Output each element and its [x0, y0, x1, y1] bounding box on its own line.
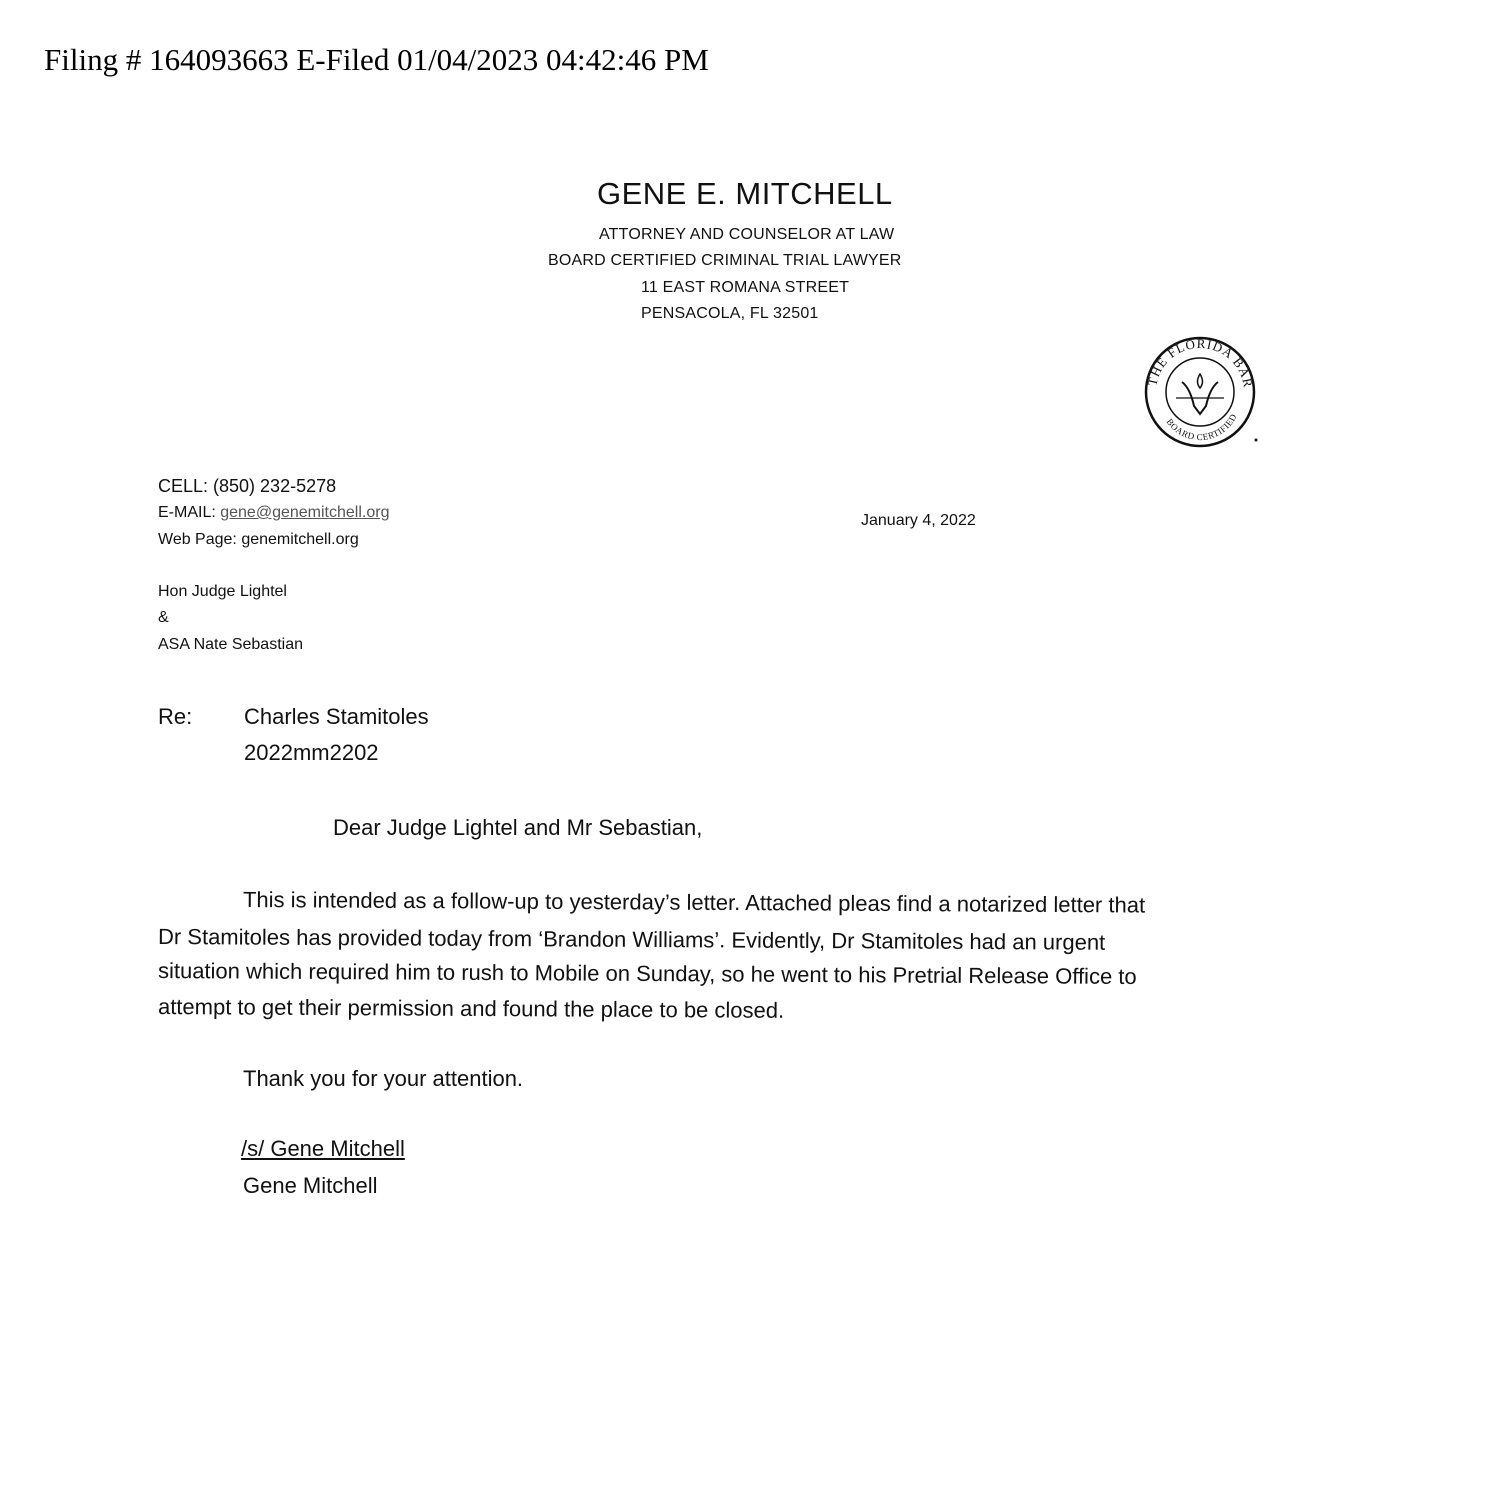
- recipient-line: &: [158, 609, 169, 626]
- body-line: attempt to get their permission and found the place to be closed.: [157, 994, 785, 1023]
- body-line: This is intended as a follow-up to yesterday’s letter. Attached pleas find a notarized letter that: [242, 887, 1146, 918]
- electronic-signature: /s/ Gene Mitchell: [241, 1136, 405, 1161]
- recipient-line: Hon Judge Lightel: [158, 583, 287, 600]
- letterhead-name: GENE E. MITCHELL: [597, 176, 893, 211]
- contact-email-label: E-MAIL:: [158, 504, 221, 521]
- contact-email-line: [158, 504, 389, 522]
- contact-email-link[interactable]: gene@genemitchell.org: [220, 504, 390, 521]
- letterhead-street: 11 EAST ROMANA STREET: [641, 279, 850, 296]
- letter-date: January 4, 2022: [861, 512, 976, 529]
- signature-name: Gene Mitchell: [243, 1173, 378, 1198]
- salutation: Dear Judge Lightel and Mr Sebastian,: [333, 815, 703, 840]
- florida-bar-seal-icon: [1138, 336, 1263, 448]
- letterhead-title: ATTORNEY AND COUNSELOR AT LAW: [599, 226, 895, 243]
- letterhead-city: PENSACOLA, FL 32501: [641, 305, 819, 322]
- re-label: Re:: [158, 704, 193, 729]
- re-name: Charles Stamitoles: [244, 704, 429, 729]
- letterhead-certification: BOARD CERTIFIED CRIMINAL TRIAL LAWYER: [548, 252, 902, 269]
- recipient-line: ASA Nate Sebastian: [158, 636, 303, 653]
- seal-text-top: THE FLORIDA BAR: [1144, 336, 1256, 390]
- body-line: Dr Stamitoles has provided today from ‘Brandon Williams’. Evidently, Dr Stamitoles had an urgent: [157, 924, 1106, 955]
- contact-web: Web Page: genemitchell.org: [158, 531, 359, 548]
- contact-cell: CELL: (850) 232-5278: [158, 476, 337, 496]
- re-case-number: 2022mm2202: [244, 740, 379, 765]
- seal-text-bottom: BOARD CERTIFIED: [1164, 411, 1239, 443]
- filing-stamp: Filing # 164093663 E-Filed 01/04/2023 04:42:46 PM: [44, 42, 709, 77]
- body-line: situation which required him to rush to Mobile on Sunday, so he went to his Pretrial Release Office to: [157, 958, 1137, 989]
- closing-line: Thank you for your attention.: [243, 1066, 524, 1091]
